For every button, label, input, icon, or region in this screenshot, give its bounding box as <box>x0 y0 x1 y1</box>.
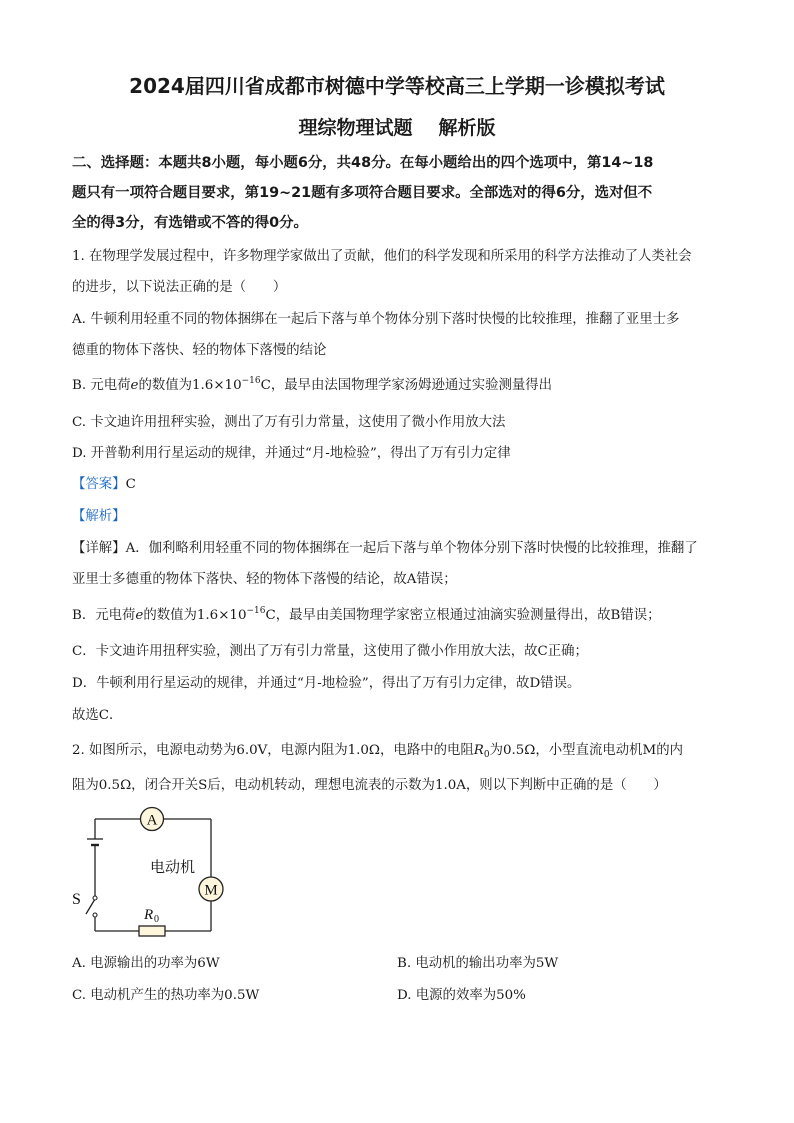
resistor-label-sub: 0 <box>154 914 159 925</box>
ammeter-label: A <box>146 812 158 829</box>
q1-b-exp: −16 <box>241 376 261 386</box>
subtitle-main: 理综物理试题 <box>298 117 413 139</box>
q1-explanation-line-1 <box>72 537 698 556</box>
q2-s1-pre: 2. 如图所示，电源电动势为6.0V，电源内阻为1.0Ω，电路中的电阻 <box>72 743 474 758</box>
circuit-diagram <box>70 805 260 945</box>
q1-explanation-c: C．卡文迪许用扭秤实验，测出了万有引力常量，这使用了微小作用放大法，故C正确； <box>72 644 588 659</box>
q1-explanation-b <box>72 604 661 623</box>
q2-s1-var: R <box>473 743 484 758</box>
e-b-exp: −16 <box>246 606 266 616</box>
q1-conclusion: 故选C． <box>72 708 123 723</box>
q2-stem-line-2: 阻为0.5Ω，闭合开关S后，电动机转动，理想电流表的示数为1.0A，则以下判断中正确的是（ ） <box>72 778 667 793</box>
detail-tag: 【详解】 <box>72 541 126 556</box>
q1-option-b <box>72 374 552 393</box>
q1-option-c: C. 卡文迪许用扭秤实验，测出了万有引力常量，这使用了微小作用放大法 <box>72 415 506 430</box>
q2-option-b: B. 电动机的输出功率为5W <box>397 956 559 971</box>
answer-value: C <box>125 477 136 492</box>
q1-b-pre: B. 元电荷 <box>72 378 131 393</box>
q2-stem-line-1 <box>72 739 683 760</box>
q2-s1-sub: 0 <box>483 750 490 760</box>
e-b-post: C，最早由美国物理学家密立根通过油滴实验测量得出，故B错误； <box>265 608 661 623</box>
motor-symbol-label: M <box>204 882 218 899</box>
q1-option-a-line-2: 德重的物体下落快、轻的物体下落慢的结论 <box>72 343 327 358</box>
q2-option-a: A. 电源输出的功率为6W <box>72 956 220 971</box>
e-b-var: e <box>135 608 144 623</box>
q1-explanation-d: D．牛顿利用行星运动的规律，并通过“月-地检验”，得出了万有引力定律，故D错误。 <box>72 676 581 691</box>
motor-caption: 电动机 <box>150 858 196 876</box>
q2-option-c: C. 电动机产生的热功率为0.5W <box>72 988 260 1003</box>
q2-option-d: D. 电源的效率为50% <box>397 988 526 1003</box>
switch-blade <box>86 899 95 914</box>
switch-label: S <box>72 891 81 908</box>
q1-stem-line-1: 1. 在物理学发展过程中，许多物理学家做出了贡献，他们的科学发现和所采用的科学方法推动了人类社会 <box>72 249 692 264</box>
resistor-label: R <box>144 907 154 923</box>
e-b-pre: B．元电荷 <box>72 608 136 623</box>
e-b-mid: 的数值为1.6×10 <box>143 608 247 623</box>
q1-b-post: C，最早由法国物理学家汤姆逊通过实验测量得出 <box>260 378 553 393</box>
switch-contact-bottom <box>93 913 97 917</box>
q2-s1-post: 为0.5Ω，小型直流电动机M的内 <box>489 743 684 758</box>
q1-b-mid: 的数值为1.6×10 <box>138 378 242 393</box>
section-heading-line-1: 二、选择题：本题共8小题，每小题6分，共48分。在每小题给出的四个选项中，第14~18 <box>72 155 654 171</box>
switch-contact-top <box>93 896 97 900</box>
q1-stem-line-2: 的进步，以下说法正确的是（ ） <box>72 280 287 295</box>
analysis-tag: 【解析】 <box>72 509 126 524</box>
document-title: 2024届四川省成都市树德中学等校高三上学期一诊模拟考试 <box>129 74 665 98</box>
section-heading-line-3: 全的得3分，有选错或不答的得0分。 <box>72 215 308 231</box>
explanation-a-line-1: A．伽利略利用轻重不同的物体捆绑在一起后下落与单个物体分别下落时快慢的比较推理，推翻了 <box>125 541 698 556</box>
q1-b-var: e <box>130 378 139 393</box>
q1-option-d: D. 开普勒利用行星运动的规律，并通过“月-地检验”，得出了万有引力定律 <box>72 446 511 461</box>
document-subtitle <box>0 113 794 140</box>
q1-option-a-line-1: A. 牛顿利用轻重不同的物体捆绑在一起后下落与单个物体分别下落时快慢的比较推理，推翻了亚里士多 <box>72 312 680 327</box>
subtitle-suffix: 解析版 <box>438 117 496 139</box>
section-heading-line-2: 题只有一项符合题目要求，第19~21题有多项符合题目要求。全部选对的得6分，选对但不 <box>72 185 653 201</box>
answer-tag: 【答案】 <box>72 477 126 492</box>
q1-explanation-line-2: 亚里士多德重的物体下落快、轻的物体下落慢的结论，故A错误； <box>72 572 457 587</box>
q1-answer <box>72 473 136 492</box>
resistor-icon <box>139 926 165 936</box>
